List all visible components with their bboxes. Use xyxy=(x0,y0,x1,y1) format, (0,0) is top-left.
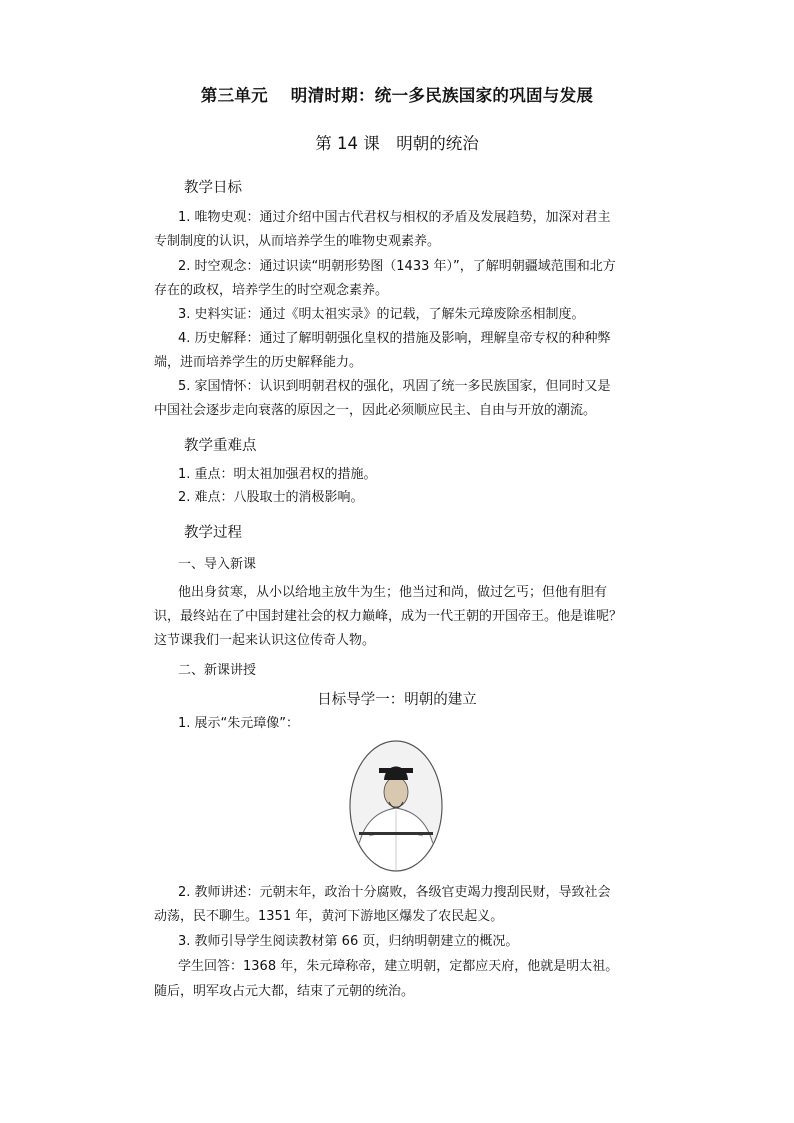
objective-3: 3. 史料实证：通过《明太祖实录》的记载，了解朱元璋废除丞相制度。 xyxy=(178,307,585,322)
intro-line-1: 他出身贫寒，从小以给地主放牛为生；他当过和尚，做过乞丐；但他有胆有 xyxy=(178,585,608,600)
objective-4-line-1: 4. 历史解释：通过了解明朝强化皇权的措施及影响，理解皇帝专权的种种弊 xyxy=(178,331,611,346)
item-3: 3. 教师引导学生阅读教材第 66 页，归纳明朝建立的概况。 xyxy=(178,934,519,949)
intro-line-3: 这节课我们一起来认识这位传奇人物。 xyxy=(154,633,376,648)
process-heading: 教学过程 xyxy=(184,525,242,541)
answer-line-1: 学生回答：1368 年，朱元璋称帝，建立明朝，定都应天府，他就是明太祖。 xyxy=(178,959,619,974)
item-2-line-1: 2. 教师讲述：元朝末年，政治十分腐败，各级官吏竭力搜刮民财，导致社会 xyxy=(178,885,611,900)
objective-2-line-2: 存在的政权，培养学生的时空观念素养。 xyxy=(154,283,389,298)
answer-line-2: 随后，明军攻占元大都，结束了元朝的统治。 xyxy=(154,984,415,999)
show-portrait-item: 1. 展示“朱元璋像”： xyxy=(178,716,300,731)
key-point-1: 1. 重点：明太祖加强君权的措施。 xyxy=(178,467,377,482)
new-lesson-heading: 二、新课讲授 xyxy=(178,663,257,678)
objective-1-line-2: 专制制度的认识，从而培养学生的唯物史观素养。 xyxy=(154,234,441,249)
guide-heading: 日标导学一：明朝的建立 xyxy=(317,692,477,708)
objective-5-line-1: 5. 家国情怀：认识到明朝君权的强化，巩固了统一多民族国家，但同时又是 xyxy=(178,379,611,394)
item-2-line-2: 动荡，民不聊生。1351 年，黄河下游地区爆发了农民起义。 xyxy=(154,909,504,924)
objective-5-line-2: 中国社会逐步走向衰落的原因之一，因此必须顺应民主、自由与开放的潮流。 xyxy=(154,403,597,418)
objectives-heading: 教学日标 xyxy=(184,180,242,196)
intro-heading: 一、导入新课 xyxy=(178,557,257,572)
key-point-2: 2. 难点：八股取士的消极影响。 xyxy=(178,490,364,505)
objective-4-line-2: 端，进而培养学生的历史解释能力。 xyxy=(154,355,363,370)
objective-2-line-1: 2. 时空观念：通过识读“明朝形势图（1433 年）”，了解明朝疆域范围和北方 xyxy=(178,259,616,274)
key-points-heading: 教学重难点 xyxy=(184,438,257,454)
objective-1-line-1: 1. 唯物史观：通过介绍中国古代君权与相权的矛盾及发展趋势，加深对君主 xyxy=(178,210,611,225)
unit-title: 第三单元 明清时期：统一多民族国家的巩固与发展 xyxy=(200,86,594,105)
intro-line-2: 识，最终站在了中国封建社会的权力巅峰，成为一代王朝的开国帝王。他是谁呢？ xyxy=(154,609,623,624)
zhu-yuanzhang-portrait xyxy=(349,740,443,872)
lesson-title: 第 14 课 明朝的统治 xyxy=(315,134,479,153)
